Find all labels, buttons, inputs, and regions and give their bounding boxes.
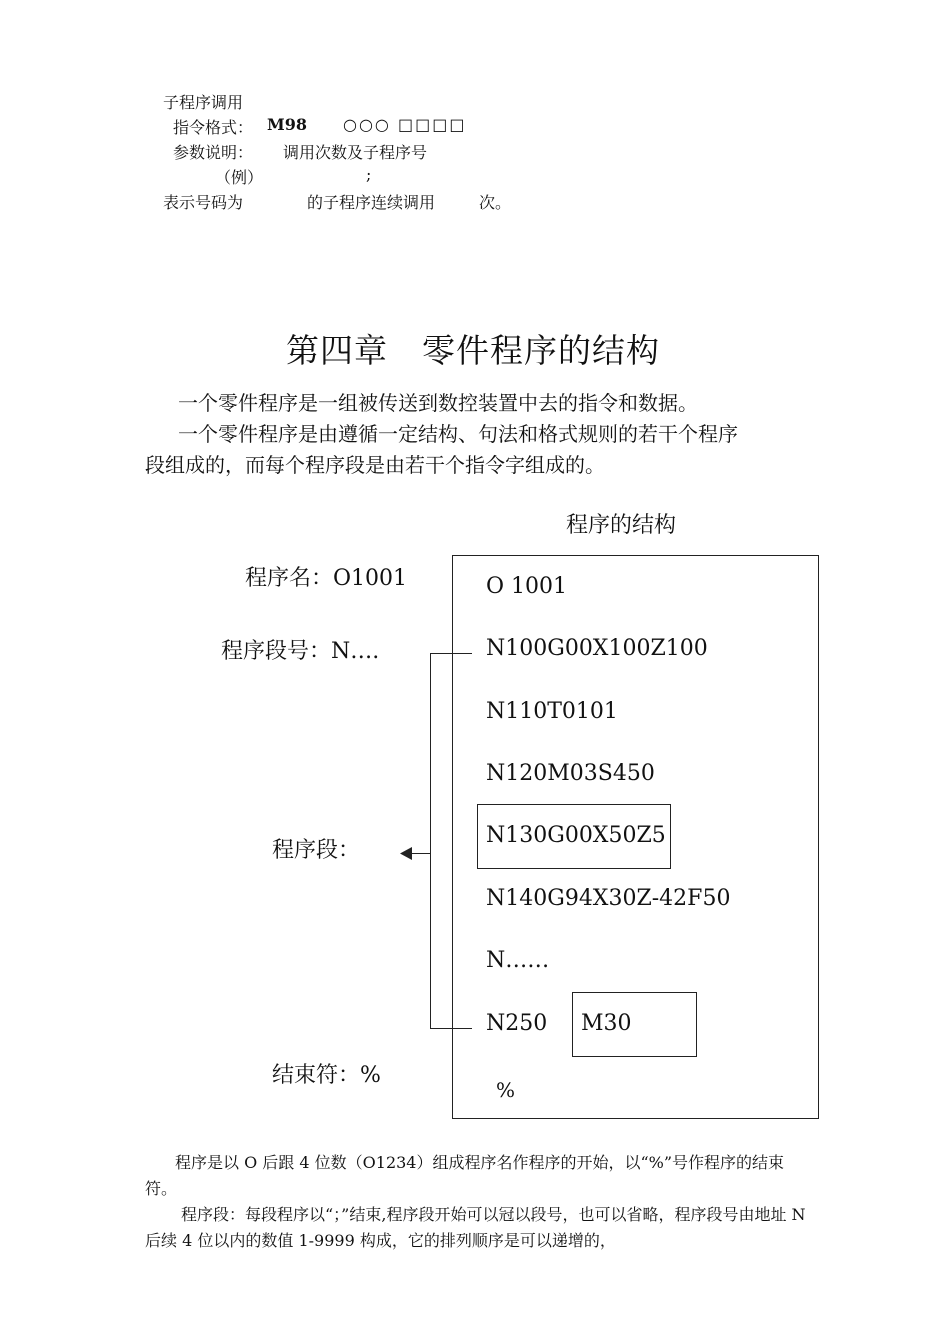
program-line: N140G94X30Z-42F50	[486, 886, 731, 911]
diagram-caption: 程序的结构	[566, 513, 677, 538]
subprogram-heading: 子程序调用	[163, 93, 244, 112]
format-placeholders: ○○○ □□□□	[343, 115, 467, 134]
program-end-symbol: %	[496, 1078, 516, 1102]
param-desc: 调用次数及子程序号	[283, 143, 428, 162]
arrow-shaft	[410, 853, 430, 854]
program-line: N120M03S450	[486, 761, 655, 786]
footer-paragraph-1: 程序是以 O 后跟 4 位数（O1234）组成程序名作程序的开始，以“%”号作程序的结束符。	[145, 1153, 785, 1198]
label-end-symbol: 结束符：%	[272, 1063, 381, 1088]
program-line: N130G00X50Z5	[486, 823, 666, 848]
arrow-left-icon	[400, 847, 412, 860]
means-end: 次。	[479, 193, 512, 212]
label-block: 程序段：	[272, 838, 361, 863]
program-line: O 1001	[486, 574, 568, 599]
example-label: （例）	[215, 168, 264, 187]
param-label: 参数说明：	[173, 143, 254, 162]
bracket-vertical-line	[430, 653, 431, 1028]
format-label: 指令格式：	[173, 118, 254, 137]
label-block-number: 程序段号：N….	[221, 639, 380, 664]
program-line-m30: M30	[581, 1011, 632, 1036]
bracket-bottom-line	[430, 1028, 472, 1029]
example-semicolon: ;	[366, 165, 372, 184]
chapter-title: 第四章 零件程序的结构	[286, 331, 660, 370]
intro-paragraph-2-line-2: 段组成的，而每个程序段是由若干个指令字组成的。	[145, 453, 605, 477]
program-line: N110T0101	[486, 699, 618, 724]
program-line: N250	[486, 1011, 548, 1036]
footer-paragraph-2: 程序段：每段程序以“；”结束,程序段开始可以冠以段号，也可以省略，程序段号由地址 N 后续 4 位以内的数值 1-9999 构成，它的排列顺序是可以递增的，	[145, 1205, 806, 1250]
program-line: N……	[486, 948, 550, 973]
label-program-name: 程序名：O1001	[245, 566, 408, 591]
program-line: N100G00X100Z100	[486, 636, 708, 661]
means-mid: 的子程序连续调用	[307, 193, 436, 212]
format-code: M98	[267, 115, 307, 134]
means-label: 表示号码为	[163, 193, 244, 212]
intro-paragraph-1: 一个零件程序是一组被传送到数控装置中去的指令和数据。	[178, 391, 698, 415]
intro-paragraph-2-line-1: 一个零件程序是由遵循一定结构、句法和格式规则的若干个程序	[178, 422, 738, 446]
bracket-top-line	[430, 653, 472, 654]
